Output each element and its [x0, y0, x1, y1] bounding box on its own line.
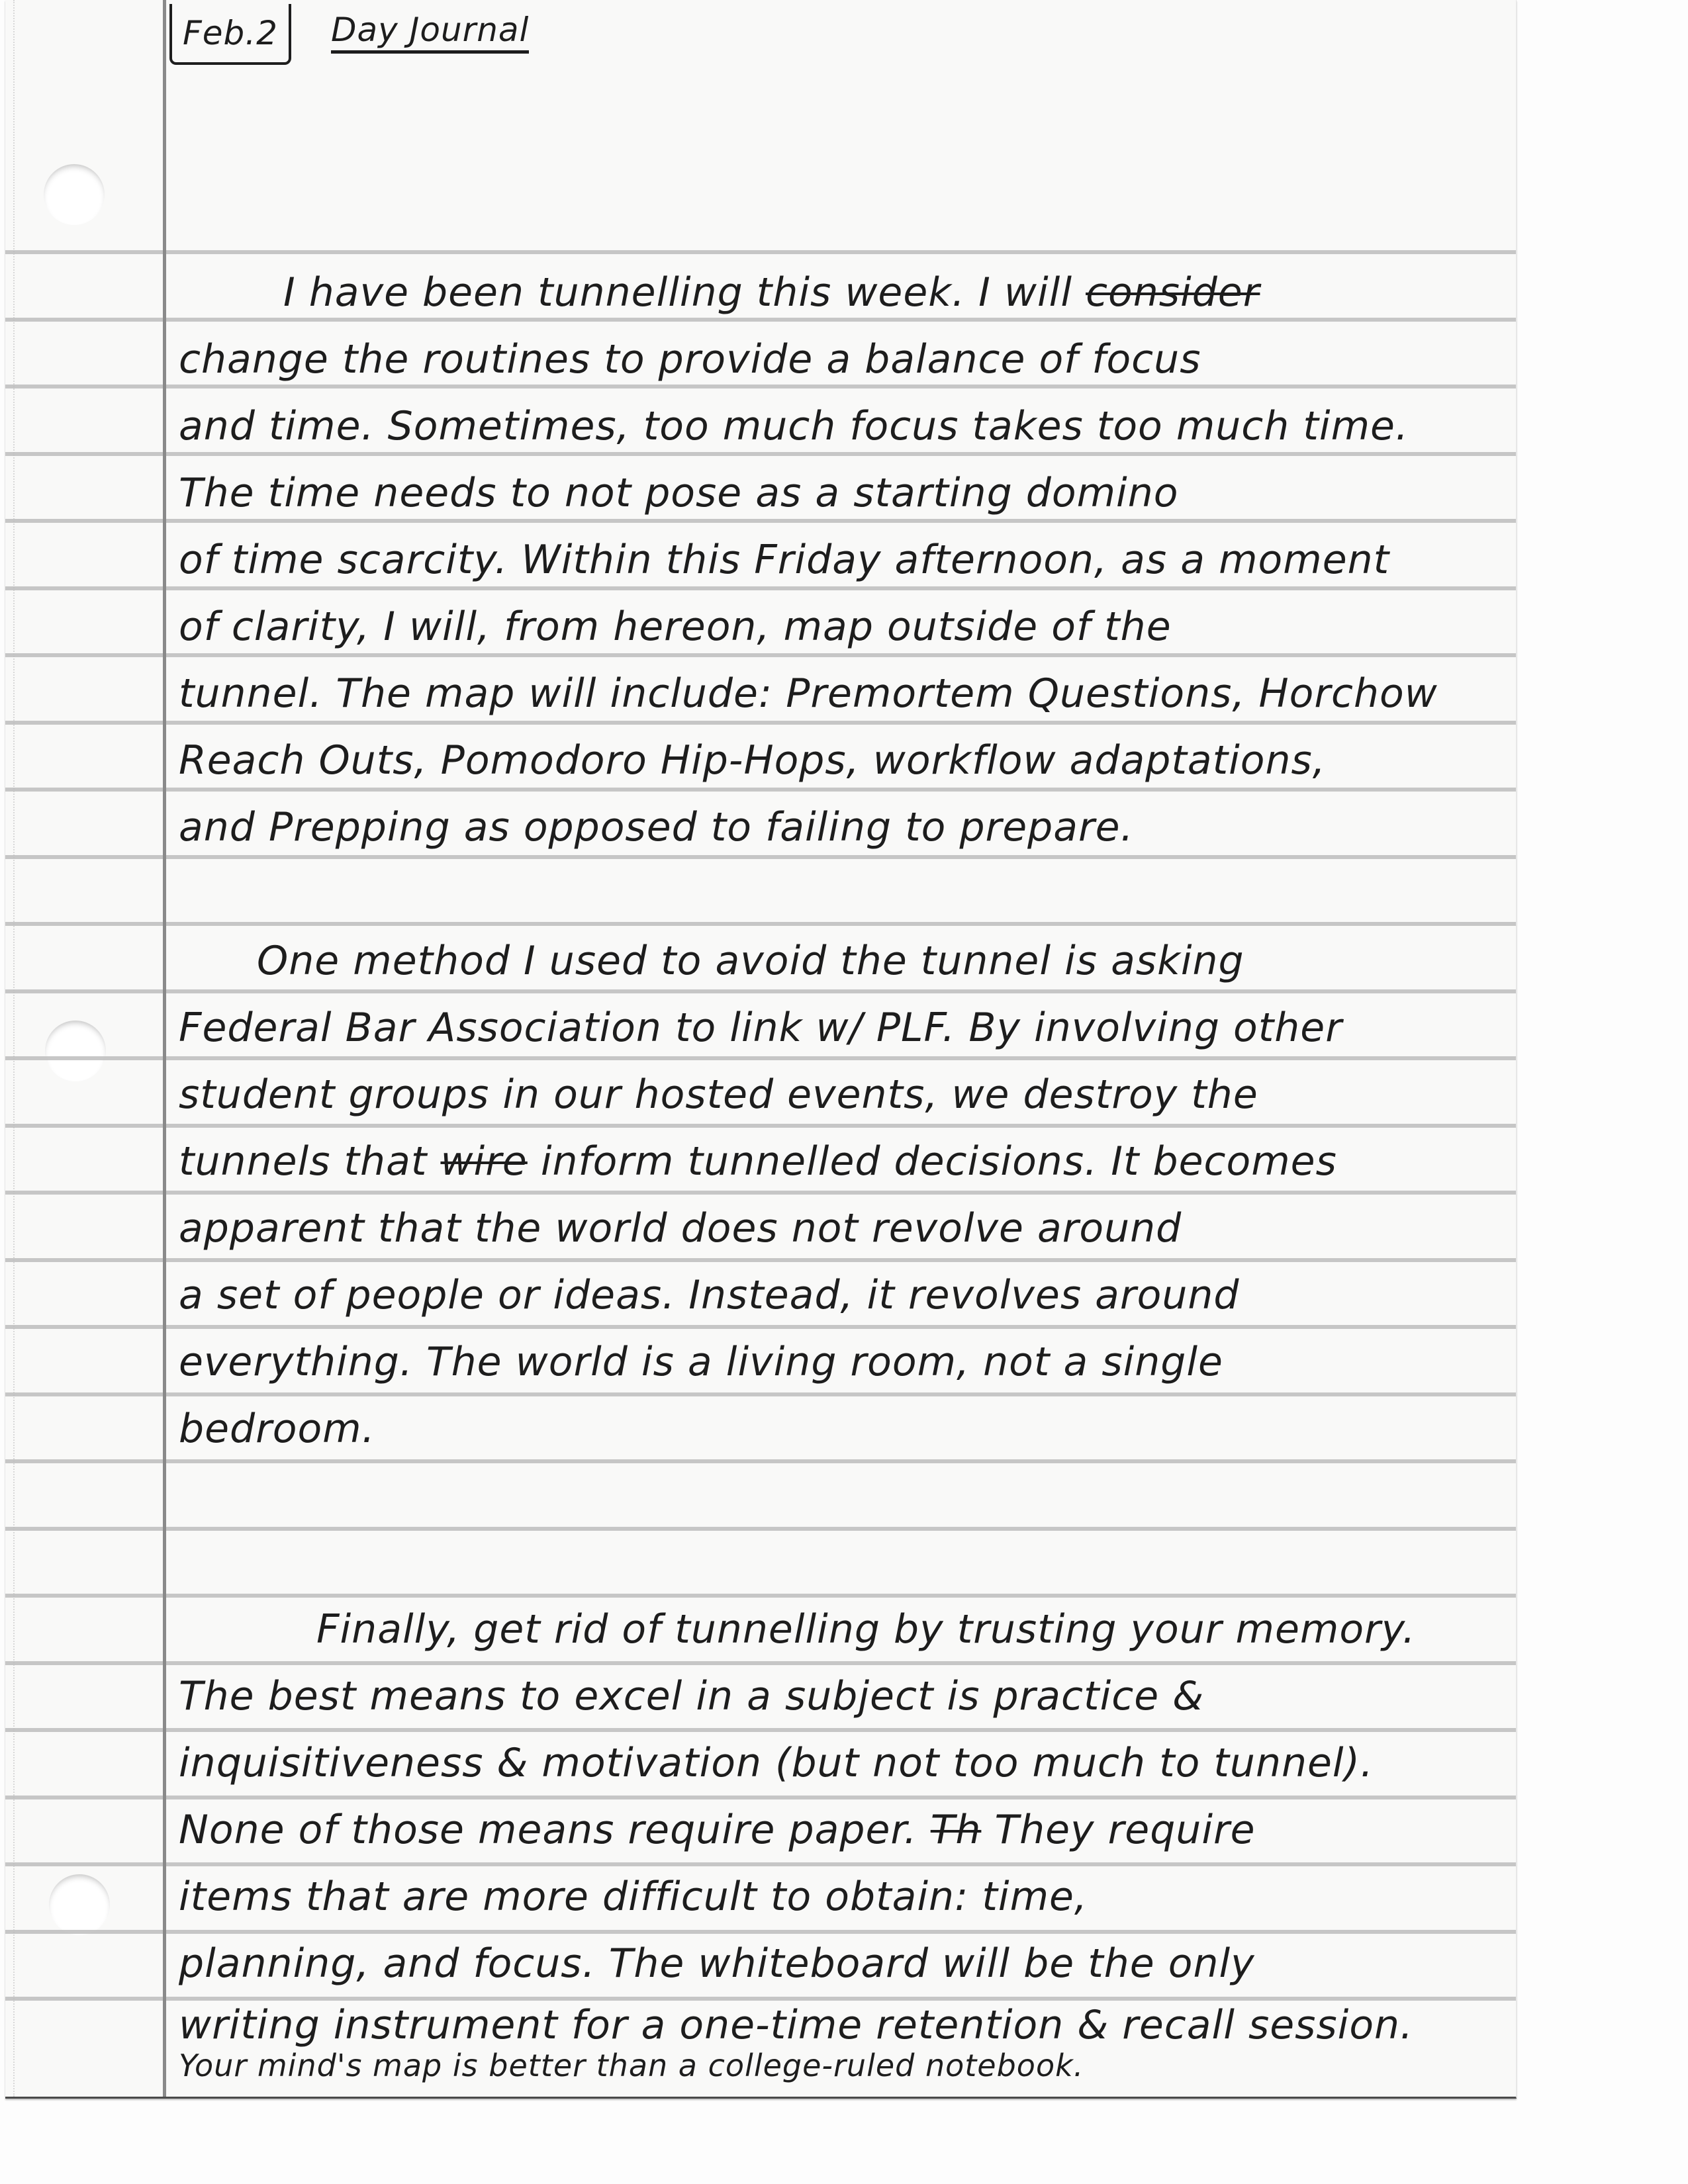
text-line: Your mind's map is better than a college-ruled notebook. — [179, 2048, 1084, 2083]
ruled-line — [5, 1661, 1516, 1665]
ruled-line — [5, 1124, 1516, 1128]
text-line: everything. The world is a living room, not a single — [179, 1339, 1223, 1385]
binder-hole-bottom — [49, 1874, 110, 1935]
text-line: and time. Sometimes, too much focus takes too much time. — [179, 403, 1409, 449]
page-title: Day Journal — [331, 11, 529, 54]
text-line: tunnel. The map will include: Premortem Questions, Horchow — [179, 670, 1438, 717]
struck-word: wire — [440, 1138, 528, 1185]
text-line: inquisitiveness & motivation (but not too much to tunnel). — [179, 1740, 1374, 1786]
ruled-line — [5, 519, 1516, 523]
ruled-line — [5, 1728, 1516, 1732]
ruled-line — [5, 452, 1516, 456]
struck-word: consider — [1086, 269, 1260, 316]
ruled-line — [5, 1258, 1516, 1262]
text-line: items that are more difficult to obtain: time, — [179, 1874, 1088, 1920]
ruled-line — [5, 855, 1516, 859]
ruled-line — [5, 788, 1516, 792]
ruled-line — [5, 1191, 1516, 1195]
binder-hole-middle — [45, 1021, 106, 1081]
ruled-line — [5, 1862, 1516, 1866]
text-line: bedroom. — [179, 1406, 375, 1452]
entry-date: Feb.2 — [183, 14, 278, 52]
text-line: a set of people or ideas. Instead, it revolves around — [179, 1272, 1240, 1318]
ruled-line — [5, 385, 1516, 388]
text-line: None of those means require paper. Th They require — [179, 1807, 1256, 1853]
text-line: apparent that the world does not revolve around — [179, 1205, 1182, 1251]
ruled-line — [5, 721, 1516, 725]
text-line: The time needs to not pose as a starting domino — [179, 470, 1179, 516]
perforation-edge — [13, 0, 16, 2097]
ruled-line — [5, 1997, 1516, 2001]
ruled-line — [5, 922, 1516, 926]
ruled-line — [5, 1527, 1516, 1531]
text-line: Reach Outs, Pomodoro Hip-Hops, workflow adaptations, — [179, 737, 1326, 784]
ruled-line — [5, 989, 1516, 993]
notebook-page — [5, 0, 1517, 2099]
ruled-line — [5, 1594, 1516, 1598]
text-line: student groups in our hosted events, we destroy the — [179, 1071, 1258, 1118]
binder-hole-top — [44, 164, 105, 225]
text-line: planning, and focus. The whiteboard will be the only — [179, 1940, 1255, 1987]
margin-line — [163, 0, 166, 2097]
date-box — [169, 4, 291, 65]
text-line: of time scarcity. Within this Friday afternoon, as a moment — [179, 537, 1390, 583]
ruled-line — [5, 1056, 1516, 1060]
ruled-line — [5, 318, 1516, 322]
text-line: I have been tunnelling this week. I will consider — [283, 269, 1260, 316]
ruled-line — [5, 1796, 1516, 1799]
text-line: of clarity, I will, from hereon, map outside of the — [179, 604, 1172, 650]
ruled-line — [5, 1459, 1516, 1463]
ruled-line — [5, 1930, 1516, 1934]
text-line: One method I used to avoid the tunnel is asking — [257, 938, 1244, 984]
ruled-line — [5, 1392, 1516, 1396]
text-line: Federal Bar Association to link w/ PLF. By involving other — [179, 1005, 1342, 1051]
text-line: Finally, get rid of tunnelling by trusting your memory. — [316, 1606, 1416, 1653]
text-line: and Prepping as opposed to failing to prepare. — [179, 804, 1134, 850]
ruled-line — [5, 250, 1516, 254]
ruled-line — [5, 1325, 1516, 1329]
ruled-line — [5, 653, 1516, 657]
text-line: writing instrument for a one-time retention & recall session. — [179, 2002, 1414, 2048]
text-line: tunnels that wire inform tunnelled decisions. It becomes — [179, 1138, 1337, 1185]
text-line: change the routines to provide a balance of focus — [179, 336, 1201, 383]
struck-word: Th — [930, 1807, 982, 1853]
ruled-line — [5, 586, 1516, 590]
text-line: The best means to excel in a subject is practice & — [179, 1673, 1205, 1719]
